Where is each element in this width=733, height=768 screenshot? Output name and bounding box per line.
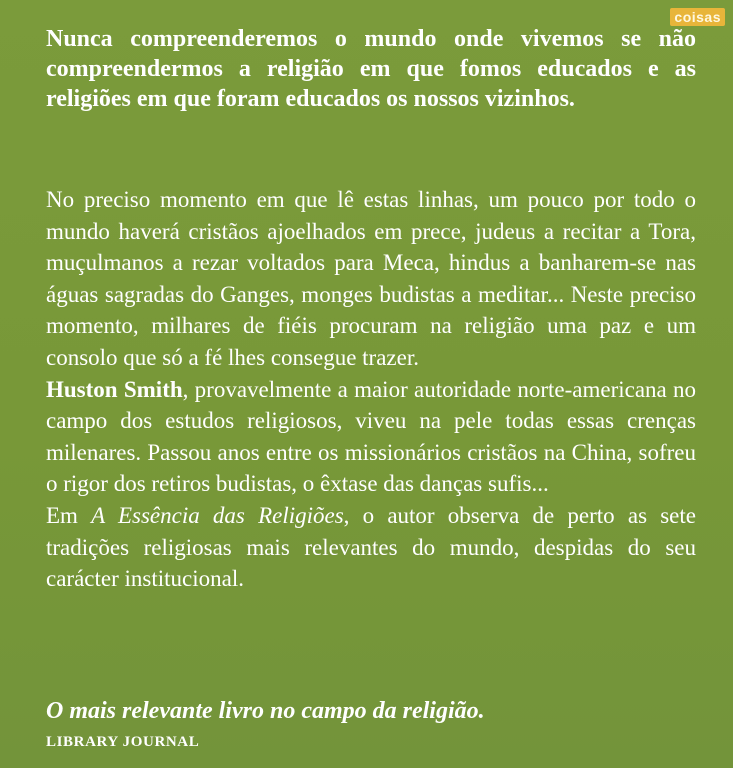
paragraph-3 bbox=[46, 500, 696, 595]
paragraph-2-text: , provavelmente a maior autoridade norte-americana no campo dos estudos religiosos, viveu na pele todas essas crenças milenares. Passou anos entre os missionários cristãos na China, sofreu o rigor dos retiros budistas, o êxtase das danças sufis... bbox=[46, 376, 697, 497]
description-body bbox=[46, 184, 696, 595]
paragraph-3-prefix: Em bbox=[46, 502, 92, 528]
review-quote: O mais relevante livro no campo da religião. bbox=[46, 698, 485, 724]
watermark-badge: coisas bbox=[670, 8, 725, 26]
paragraph-3-text: , o autor observa de perto as sete tradições religiosas mais relevantes do mundo, despidas do seu carácter institucional. bbox=[46, 502, 696, 592]
book-title: A Essência das Religiões bbox=[91, 502, 344, 528]
review-source: LIBRARY JOURNAL bbox=[46, 734, 200, 750]
paragraph-2 bbox=[46, 374, 696, 500]
paragraph-1: No preciso momento em que lê estas linhas, um pouco por todo o mundo haverá cristãos ajoelhados em prece, judeus a recitar a Tora, muçulmanos a rezar voltados para Meca, hindus a banharem-se nas águas sagradas do Ganges, monges budistas a meditar... Neste preciso momento, milhares de fiéis procuram na religião uma paz e um consolo que só a fé lhes consegue trazer. bbox=[46, 187, 696, 370]
lead-statement: Nunca compreenderemos o mundo onde vivemos se não compreendermos a religião em que fomos educados e as religiões em que foram educados os nossos vizinhos. bbox=[46, 26, 696, 112]
author-name: Huston Smith bbox=[46, 376, 183, 402]
